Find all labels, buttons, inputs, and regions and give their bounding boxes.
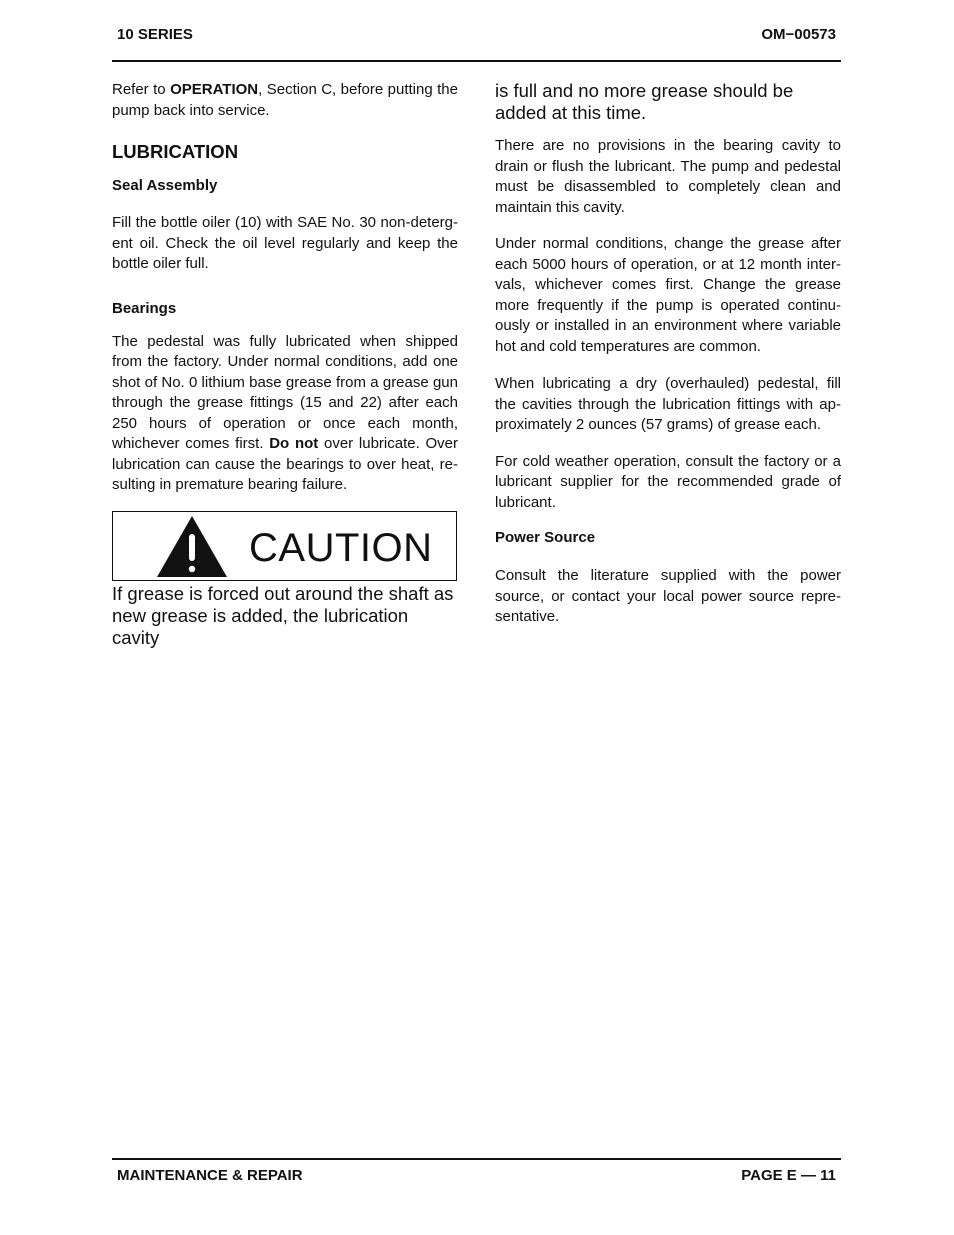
footer-section: MAINTENANCE & REPAIR <box>117 1167 303 1184</box>
lubrication-heading: LUBRICATION <box>112 141 239 162</box>
bearings-text: The pedestal was fully lubricated when shipped from the factory. Under normal conditions, add one shot of No. 0 lithium base grease from a grease gun through the grease fittings (15 and 22) after each 250 hours of operation or once each month, whichever comes first. Do not over lubricate. Over lubrication can cause the bearings to over heat, re-sulting in premature bearing failure. <box>112 332 458 493</box>
page-header <box>112 26 841 62</box>
power-source-text: Consult the literature supplied with the power source, or contact your local power source repre-sentative. <box>495 567 841 625</box>
caution-text-continued: is full and no more grease should be added at this time. <box>495 80 794 123</box>
bearing-cavity-paragraph: There are no provisions in the bearing cavity to drain or flush the lubricant. The pump and pedestal must be disassembled to completely clean and maintain this cavity. <box>495 137 841 216</box>
page-footer <box>112 1158 841 1184</box>
right-column <box>495 80 841 628</box>
caution-label: CAUTION <box>249 525 433 570</box>
power-source-heading: Power Source <box>495 529 596 546</box>
footer-page-number: PAGE E — 11 <box>741 1167 836 1184</box>
header-doc-number: OM−00573 <box>761 26 836 43</box>
dry-pedestal-paragraph: When lubricating a dry (overhauled) pedestal, fill the cavities through the lubrication fittings with ap-proximately 2 ounces (57 grams) of grease each. <box>495 375 841 433</box>
left-column <box>112 80 458 649</box>
caution-text: If grease is forced out around the shaft as new grease is added, the lubrication cavity <box>112 582 454 648</box>
bearings-heading: Bearings <box>112 299 177 317</box>
intro-paragraph: Refer to OPERATION, Section C, before putting the pump back into service. <box>112 81 458 119</box>
cold-weather-paragraph: For cold weather operation, consult the factory or a lubricant supplier for the recommended grade of lubricant. <box>495 452 841 511</box>
seal-assembly-heading: Seal Assembly <box>112 177 218 194</box>
seal-assembly-text: Fill the bottle oiler (10) with SAE No. 30 non-deterg-ent oil. Check the oil level regularly and keep the bottle oiler full. <box>112 214 458 272</box>
grease-change-paragraph: Under normal conditions, change the grease after each 5000 hours of operation, or at 12 month inter-vals, whichever comes first. Change the grease more frequently if the pump is operated continu-ously or installed in an environment where variable hot and cold temperatures are common. <box>495 235 841 355</box>
warning-triangle-icon <box>155 514 229 578</box>
header-series: 10 SERIES <box>117 26 193 43</box>
caution-box <box>112 511 457 581</box>
